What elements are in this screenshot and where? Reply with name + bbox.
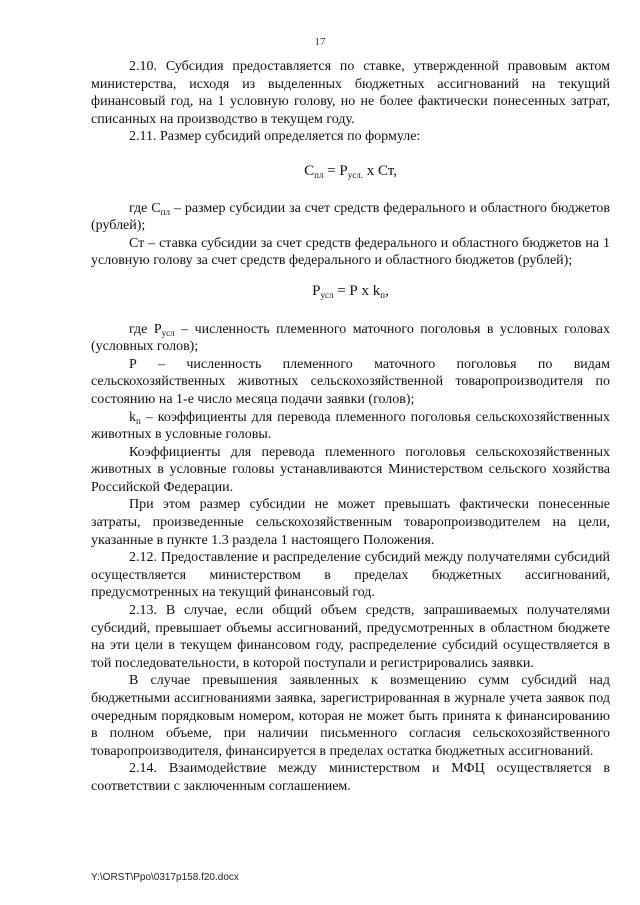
formula2-p: Р	[312, 282, 321, 299]
document-body	[91, 58, 610, 796]
formula2-k-sub: п	[380, 289, 386, 300]
definition-p-text: – численность племенного маточного поголовья в условных головах (условных голов);	[91, 321, 611, 355]
formula-subsidy	[91, 163, 610, 181]
formula2-end: ,	[385, 282, 389, 299]
definition-p-sub: усл	[161, 327, 175, 338]
paragraph-limit: При этом размер субсидии не может превышать фактически понесенные затраты, произведенные сельскохозяйственным товаропроизводителем на цели, указанные в пункте 1.3 раздела 1 настоящего Положения.	[91, 497, 610, 548]
formula-p-sub: усл.	[347, 169, 363, 180]
formula-conditional-heads	[91, 283, 610, 301]
formula-st: х Ст,	[362, 162, 397, 179]
paragraph-2-11: 2.11. Размер субсидий определяется по формуле:	[129, 129, 421, 145]
formula2-p-sub: усл	[320, 289, 334, 300]
definition-c-sub: пл	[160, 206, 170, 217]
definition-c-text: – размер субсидии за счет средств федерального и областного бюджетов (рублей);	[91, 200, 610, 234]
file-path-footer: Y:\ORST\Ppo\0317p158.f20.docx	[91, 872, 239, 883]
paragraph-2-13: 2.13. В случае, если общий объем средств, запрашиваемых получателями субсидий, превышает объемы ассигнований, предусмотренных в областном бюджете на эти цели в текущем финансовом году, распределение субсидий осуществляется в той последовательности, в которой поступали и регистрировались заявки.	[91, 603, 610, 671]
formula-c: С	[304, 162, 315, 179]
definition-p-prefix: где Р	[129, 321, 162, 337]
definition-st: Ст – ставка субсидии за счет средств федерального и областного бюджетов на 1 условную голову за счет средств федерального и областного бюджетов (рублей);	[91, 235, 610, 269]
formula-eq: = Р	[323, 162, 348, 179]
definition-c	[91, 200, 610, 235]
formula-c-sub: пл	[314, 169, 324, 180]
paragraph-2-12: 2.12. Предоставление и распределение субсидий между получателями субсидий осуществляется министерством в пределах бюджетных ассигнований, предусмотренных на текущий финансовый год.	[91, 550, 610, 601]
definition-k	[91, 409, 610, 444]
page-number: 17	[314, 36, 326, 48]
definition-p: Р – численность племенного маточного поголовья по видам сельскохозяйственных животных сельскохозяйственной товаропроизводителя по состоянию на 1-е число месяца подачи заявки (голов);	[91, 356, 610, 407]
definition-k-prefix: k	[129, 409, 136, 425]
paragraph-excess: В случае превышения заявленных к возмещению сумм субсидий над бюджетными ассигнованиями заявка, зарегистрированная в журнале учета заявок под очередным порядковым номером, которая не может быть принята к финансированию в полном объеме, при наличии письменного согласия сельскохозяйственного товаропроизводителя, финансируется в пределах остатка бюджетных ассигнований.	[91, 673, 610, 759]
paragraph-2-14: 2.14. Взаимодействие между министерством и МФЦ осуществляется в соответствии с заключенным соглашением.	[91, 761, 610, 794]
formula2-mid: = Р х k	[333, 282, 381, 299]
definition-k-text: – коэффициенты для перевода племенного поголовья сельскохозяйственных животных в условные головы.	[91, 409, 610, 443]
paragraph-2-10: 2.10. Субсидия предоставляется по ставке, утвержденной правовым актом министерства, исходя из выделенных бюджетных ассигнований на текущий финансовый год, на 1 условную голову, но не более фактически понесенных затрат, списанных на производство в текущем году.	[91, 59, 610, 127]
paragraph-coefficients: Коэффициенты для перевода племенного поголовья сельскохозяйственных животных в условные головы устанавливаются Министерством сельского хозяйства Российской Федерации.	[91, 444, 610, 495]
definition-k-sub: п	[136, 415, 141, 426]
definition-c-prefix: где С	[129, 200, 161, 216]
definition-p-usl	[91, 321, 610, 356]
